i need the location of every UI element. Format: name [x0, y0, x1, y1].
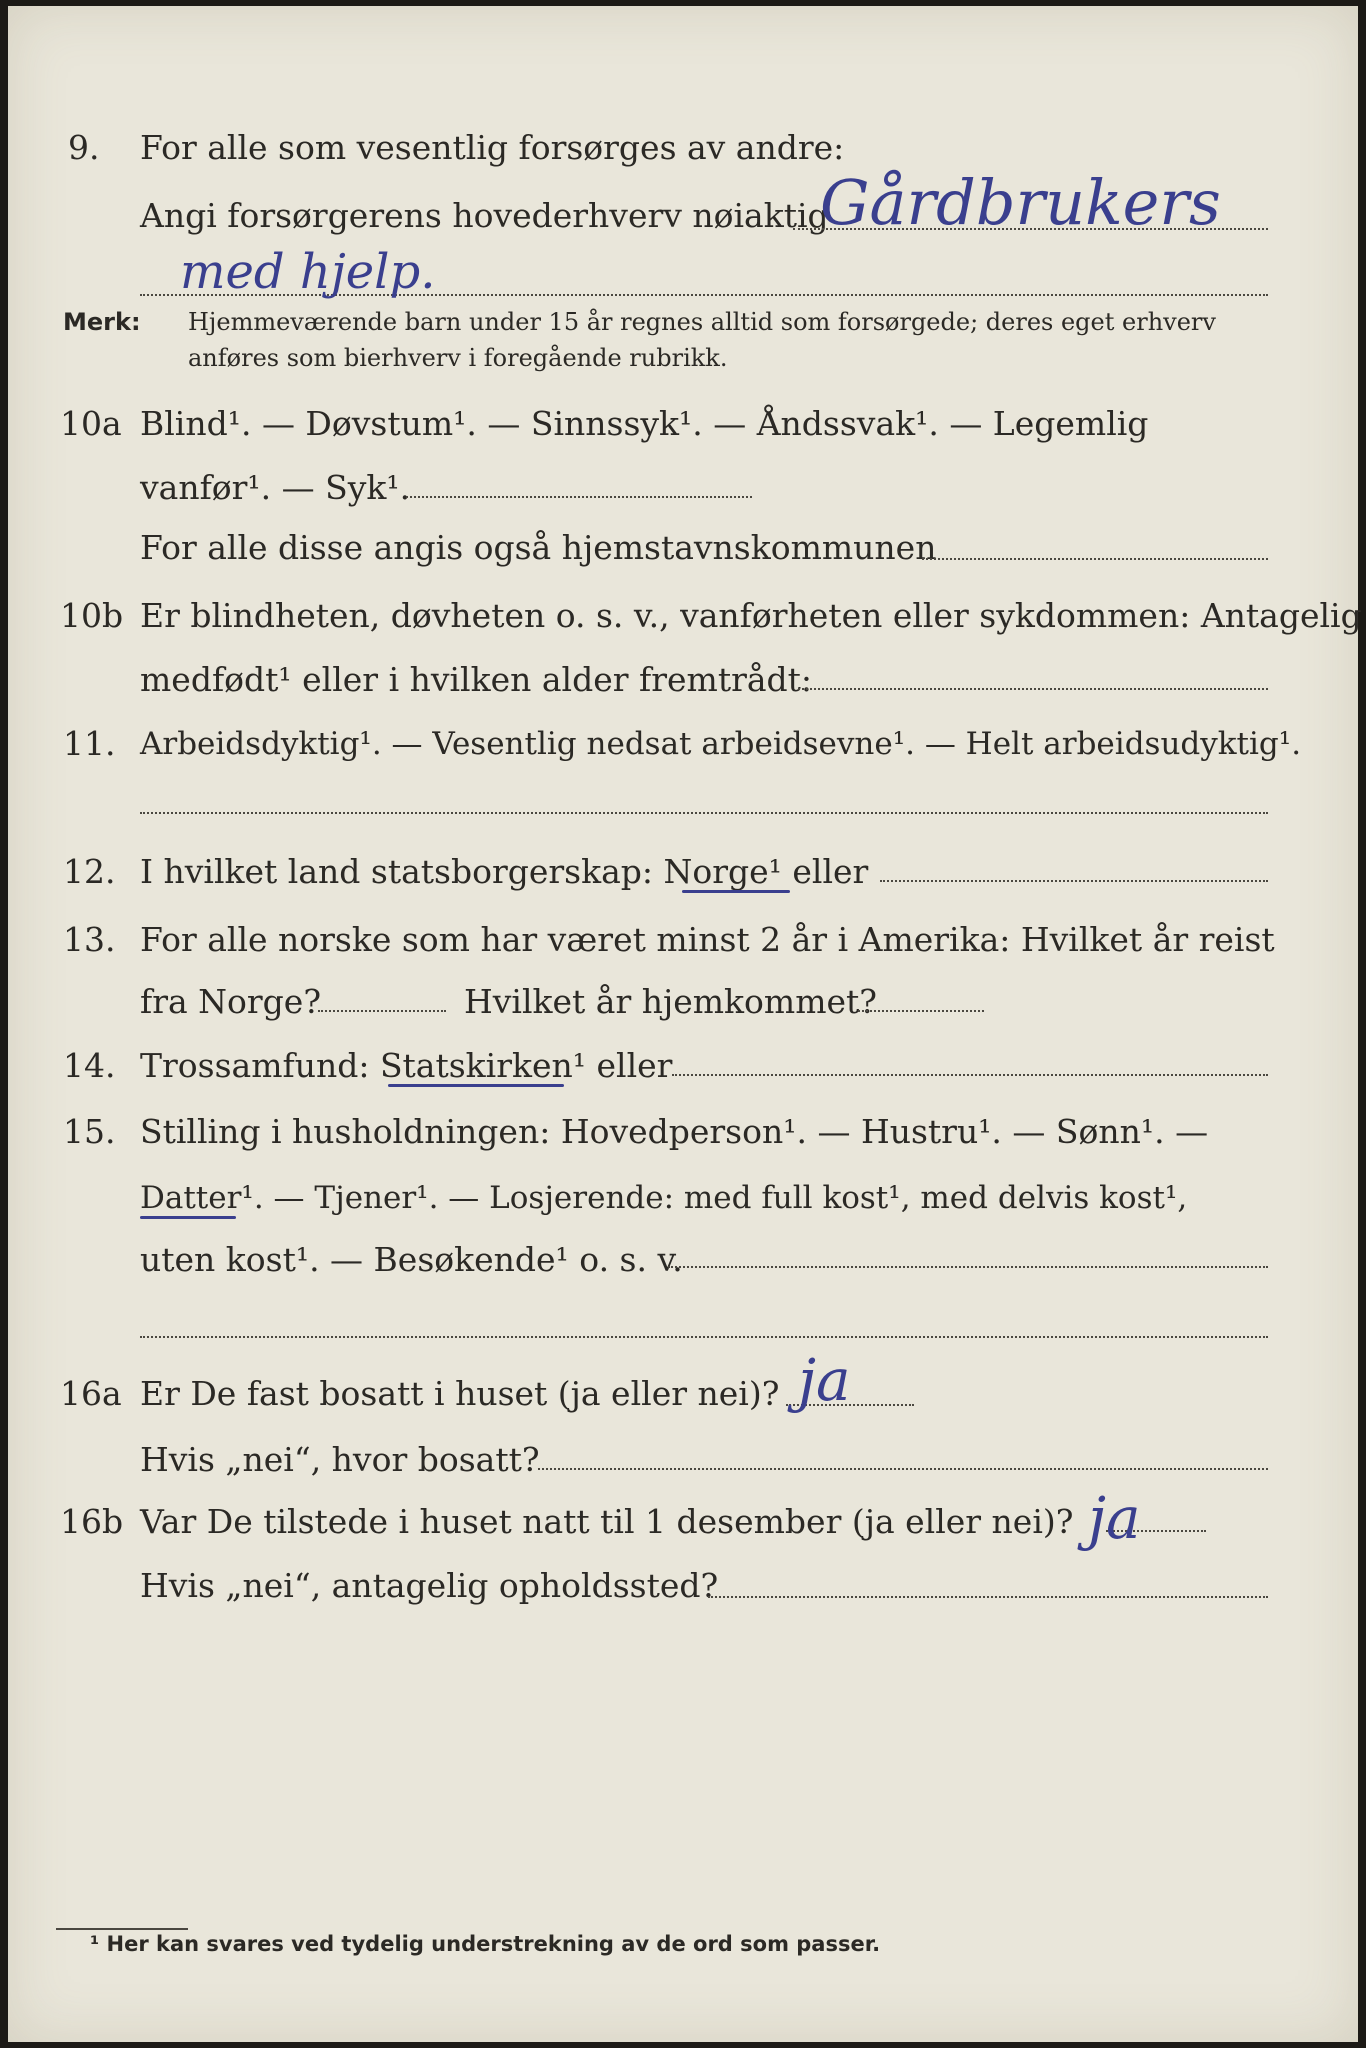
- q10a-hjemstavn-answer-line: [922, 558, 1268, 560]
- q15-line1: Stilling i husholdningen: Hovedperson¹. — Hustru¹. — Sønn¹. —: [140, 1112, 1209, 1151]
- q12-answer-line: [880, 880, 1268, 882]
- q13-line1: For alle norske som har været minst 2 år i Amerika: Hvilket år reist: [140, 920, 1275, 959]
- q10a-line1: Blind¹. — Døvstum¹. — Sinnssyk¹. — Åndssvak¹. — Legemlig: [140, 404, 1149, 443]
- q16b-line2: Hvis „nei“, antagelig opholdssted?: [140, 1566, 719, 1605]
- q16a-handwritten-answer: ja: [798, 1346, 851, 1414]
- q13-reist-answer-line: [318, 1010, 446, 1012]
- q16b-opholdssted-answer-line: [708, 1596, 1268, 1598]
- q13-number: 13.: [63, 920, 116, 959]
- q13-line2a: fra Norge?: [140, 982, 322, 1021]
- q9-handwritten-answer2: med hjelp.: [180, 244, 436, 300]
- q14-answer-line: [672, 1074, 1268, 1076]
- q15-answer-line2: [140, 1336, 1268, 1338]
- merk-text-line1: Hjemmeværende barn under 15 år regnes alltid som forsørgede; deres eget erhverv: [188, 308, 1216, 336]
- q12-line1: I hvilket land statsborgerskap: Norge¹ eller: [140, 852, 869, 891]
- q10a-line2: vanfør¹. — Syk¹.: [140, 468, 411, 507]
- q12-number: 12.: [63, 852, 116, 891]
- q14-line1: Trossamfund: Statskirken¹ eller: [140, 1046, 673, 1085]
- q9-handwritten-answer1: Gårdbrukers: [820, 166, 1221, 239]
- q16a-line2: Hvis „nei“, hvor bosatt?: [140, 1440, 540, 1479]
- q10b-line1: Er blindheten, døvheten o. s. v., vanførheten eller sykdommen: Antagelig: [140, 596, 1362, 635]
- merk-label: Merk:: [63, 308, 141, 336]
- footnote-rule: [56, 1928, 188, 1930]
- q9-number: 9.: [68, 128, 100, 167]
- q14-number: 14.: [63, 1046, 116, 1085]
- q10a-syk-answer-line: [406, 496, 752, 498]
- q10a-line3: For alle disse angis også hjemstavnskommunen: [140, 528, 937, 567]
- q9-question-line2: Angi forsørgerens hovederhverv nøiaktig: [140, 196, 829, 235]
- q14-statskirken-underline: [388, 1084, 564, 1087]
- q13-line2b: Hvilket år hjemkommet?: [464, 982, 877, 1021]
- merk-text-line2: anføres som bierhverv i foregående rubrikk.: [188, 344, 728, 372]
- q10b-answer-line: [798, 688, 1268, 690]
- q10b-number: 10b: [60, 596, 124, 635]
- q15-answer-line1: [668, 1266, 1268, 1268]
- q16a-number: 16a: [60, 1374, 122, 1413]
- q16a-bosatt-answer-line: [538, 1468, 1268, 1470]
- q9-question-line1: For alle som vesentlig forsørges av andre:: [140, 128, 845, 167]
- q15-datter-underline: [140, 1216, 236, 1219]
- q10a-number: 10a: [60, 404, 122, 443]
- census-form-page: [8, 6, 1362, 2042]
- q11-line1: Arbeidsdyktig¹. — Vesentlig nedsat arbeidsevne¹. — Helt arbeidsudyktig¹.: [140, 726, 1302, 762]
- q13-hjemkommet-answer-line: [858, 1010, 984, 1012]
- q16b-handwritten-answer: ja: [1088, 1484, 1141, 1552]
- footnote-text: ¹ Her kan svares ved tydelig understrekning av de ord som passer.: [90, 1932, 881, 1956]
- q12-norge-underline: [682, 890, 790, 893]
- q16b-number: 16b: [60, 1502, 124, 1541]
- q15-number: 15.: [63, 1112, 116, 1151]
- q16b-line1: Var De tilstede i huset natt til 1 desember (ja eller nei)?: [140, 1502, 1074, 1541]
- q11-number: 11.: [63, 724, 116, 763]
- q11-answer-line: [140, 812, 1268, 814]
- q16a-line1: Er De fast bosatt i huset (ja eller nei)?: [140, 1374, 780, 1413]
- q15-line3: uten kost¹. — Besøkende¹ o. s. v.: [140, 1240, 683, 1279]
- q15-line2: Datter¹. — Tjener¹. — Losjerende: med full kost¹, med delvis kost¹,: [140, 1180, 1188, 1216]
- q10b-line2: medfødt¹ eller i hvilken alder fremtrådt:: [140, 660, 813, 699]
